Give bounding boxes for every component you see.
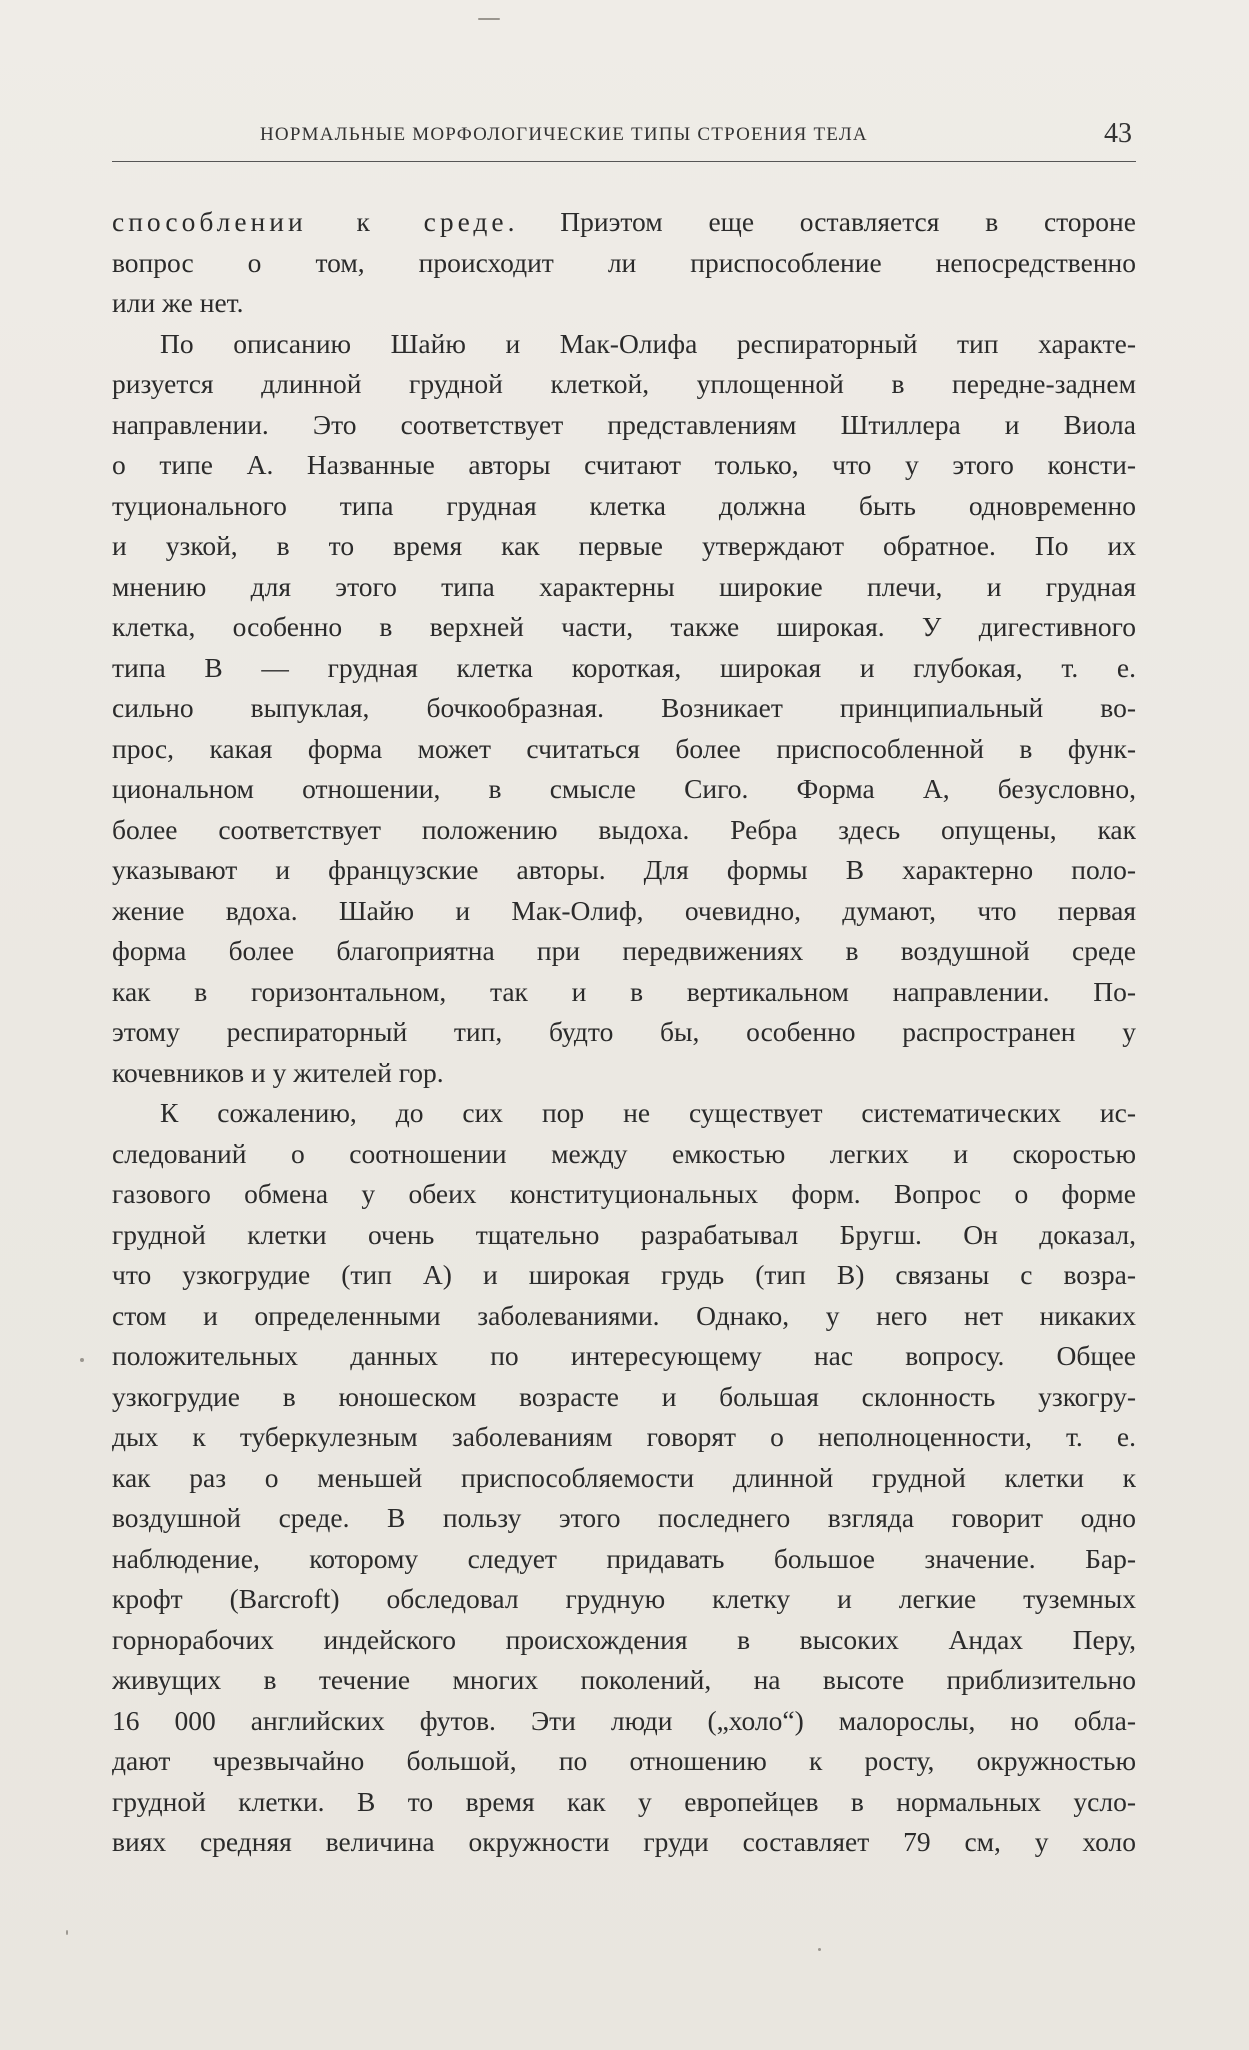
header-rule — [112, 161, 1136, 162]
text-line: кочевников и у жителей гор. — [112, 1056, 444, 1088]
text-line: способлении к среде. Приэтом еще оставляется в стороне — [112, 206, 1136, 237]
text-line: как раз о меньшей приспособляемости длинной грудной клетки к — [112, 1461, 1136, 1493]
text-line: следований о соотношении между емкостью легких и скоростью — [112, 1137, 1136, 1169]
text-line: горнорабочих индейского происхождения в высоких Андах Перу, — [112, 1623, 1136, 1655]
text-line: туционального типа грудная клетка должна быть одновременно — [112, 489, 1136, 521]
text-line: положительных данных по интересующему нас вопросу. Общее — [112, 1340, 1136, 1371]
text-line: циональном отношении, в смысле Сиго. Форма А, безусловно, — [112, 773, 1136, 804]
running-head — [112, 118, 1136, 158]
paragraph-start: К сожалению, до сих пор не существует систематических ис- — [160, 1097, 1136, 1128]
paragraph-start: По описанию Шайю и Мак-Олифа респираторный тип характе- — [160, 327, 1136, 359]
text-line: грудной клетки. В то время как у европейцев в нормальных усло- — [112, 1785, 1136, 1817]
text-line: дых к туберкулезным заболеваниям говорят о неполноценности, т. е. — [112, 1421, 1136, 1452]
paper-speck — [80, 1358, 84, 1362]
text-line: как в горизонтальном, так и в вертикальном направлении. По- — [112, 975, 1136, 1007]
text-line: прос, какая форма может считаться более приспособленной в функ- — [112, 732, 1136, 764]
text-line: наблюдение, которому следует придавать большое значение. Бар- — [112, 1542, 1136, 1574]
text-line: этому респираторный тип, будто бы, особенно распространен у — [112, 1016, 1136, 1047]
body-text — [112, 202, 1136, 1863]
text-line: клетка, особенно в верхней части, также широкая. У дигестивного — [112, 611, 1136, 642]
text-line: 16 000 английских футов. Эти люди („холо“) малорослы, но обла- — [112, 1704, 1136, 1736]
text-line: воздушной среде. В пользу этого последнего взгляда говорит одно — [112, 1502, 1136, 1533]
text-line: указывают и французские авторы. Для формы В характерно поло- — [112, 854, 1136, 885]
paper-speck — [818, 1948, 821, 1951]
text-line: стом и определенными заболеваниями. Однако, у него нет никаких — [112, 1299, 1136, 1331]
text-line: жение вдоха. Шайю и Мак-Олиф, очевидно, думают, что первая — [112, 894, 1136, 926]
text-line: более соответствует положению выдоха. Ребра здесь опущены, как — [112, 813, 1136, 845]
text-line: или же нет. — [112, 287, 244, 318]
running-title: НОРМАЛЬНЫЕ МОРФОЛОГИЧЕСКИЕ ТИПЫ СТРОЕНИЯ ТЕЛА — [260, 124, 868, 145]
paper-speck — [66, 1930, 68, 1935]
text-line: о типе А. Названные авторы считают только, что у этого консти- — [112, 449, 1136, 480]
text-line: виях средняя величина окружности груди составляет 79 см, у холо — [112, 1826, 1136, 1857]
text-line: что узкогрудие (тип А) и широкая грудь (тип В) связаны с возра- — [112, 1259, 1136, 1290]
text-line: направлении. Это соответствует представлениям Штиллера и Виола — [112, 408, 1136, 440]
text-line: и узкой, в то время как первые утверждают обратное. По их — [112, 530, 1136, 561]
text-line: крофт (Barcroft) обследовал грудную клетку и легкие туземных — [112, 1583, 1136, 1614]
text-line: газового обмена у обеих конституциональных форм. Вопрос о форме — [112, 1178, 1136, 1209]
paper-speck — [478, 18, 500, 20]
text-line: ризуется длинной грудной клеткой, уплощенной в передне-заднем — [112, 368, 1136, 399]
text-line: живущих в течение многих поколений, на высоте приблизительно — [112, 1664, 1136, 1695]
text-line: мнению для этого типа характерны широкие плечи, и грудная — [112, 570, 1136, 602]
text-line: сильно выпуклая, бочкообразная. Возникает принципиальный во- — [112, 692, 1136, 723]
text-line: вопрос о том, происходит ли приспособление непосредственно — [112, 246, 1136, 278]
text-line: дают чрезвычайно большой, по отношению к росту, окружностью — [112, 1745, 1136, 1776]
text-line: грудной клетки очень тщательно разрабатывал Бругш. Он доказал, — [112, 1218, 1136, 1250]
text-line: типа В — грудная клетка короткая, широкая и глубокая, т. е. — [112, 651, 1136, 683]
text-line: узкогрудие в юношеском возрасте и большая склонность узкогру- — [112, 1380, 1136, 1412]
page-number: 43 — [1104, 118, 1132, 149]
text-line: форма более благоприятна при передвижениях в воздушной среде — [112, 935, 1136, 966]
